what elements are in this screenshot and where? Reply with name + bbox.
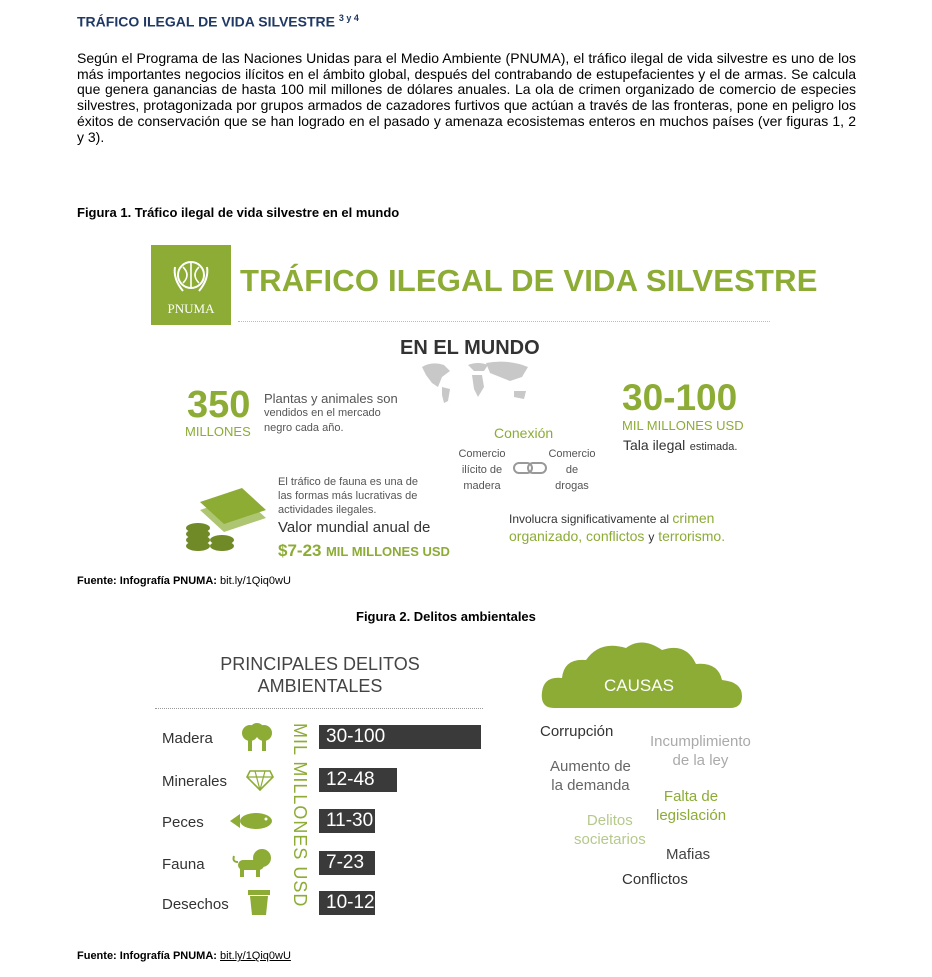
diamond-icon bbox=[246, 769, 274, 791]
infographic-subtitle: EN EL MUNDO bbox=[400, 337, 540, 359]
intro-paragraph: Según el Programa de las Naciones Unidas para el Medio Ambiente (PNUMA), el tráfico ilegal de vida silvestre es uno de los más importantes negocios ilícitos en el ámbito global, después del contrabando de estupefacientes y el de armas. Se calcula que genera ganancias de hasta 100 mil millones de dólares anuales. La ola de crimen organizado de comercio de especies silvestres, protagonizada por grupos armados de cazadores furtivos que actúan a través de las fronteras, pone en peligro los éxitos de conservación que se han logrado en el pasado y amenaza ecosistemas enteros en muchos países (ver figuras 1, 2 y 3). bbox=[77, 50, 856, 145]
stat-350-text1: Plantas y animales son bbox=[264, 391, 398, 406]
stat-tala-text: Tala ilegal estimada. bbox=[623, 437, 738, 453]
chart-divider bbox=[155, 708, 483, 709]
figure-1-caption: Figura 1. Tráfico ilegal de vida silvestre en el mundo bbox=[77, 205, 400, 220]
cloud-icon bbox=[540, 640, 744, 710]
fauna-valor-label: Valor mundial anual de bbox=[278, 519, 431, 536]
cause-mafias: Mafias bbox=[666, 846, 711, 863]
figure-2-source: Fuente: Infografía PNUMA: bit.ly/1Qiq0wU bbox=[77, 950, 291, 962]
figure-2-source-link[interactable]: bit.ly/1Qiq0wU bbox=[220, 950, 291, 962]
category-label: Minerales bbox=[162, 773, 228, 790]
tree-icon bbox=[240, 723, 274, 751]
stat-350-unit: MILLONES bbox=[185, 424, 251, 439]
category-label: Madera bbox=[162, 730, 213, 747]
cause-aumento-demanda: Aumento de la demanda bbox=[550, 758, 631, 794]
bar: 10-12 bbox=[319, 891, 375, 915]
fauna-value: $7-23 MIL MILLONES USD bbox=[278, 541, 450, 560]
bar: 12-48 bbox=[319, 768, 397, 792]
conexion-right: Comercio de drogas bbox=[548, 448, 596, 492]
infographic-title: TRÁFICO ILEGAL DE VIDA SILVESTRE bbox=[240, 263, 818, 298]
world-map-icon bbox=[418, 357, 538, 405]
figure-1-source-link[interactable]: bit.ly/1Qiq0wU bbox=[220, 575, 291, 587]
section-title: TRÁFICO ILEGAL DE VIDA SILVESTRE $^{3 y 4}$ bbox=[77, 13, 359, 30]
cause-conflictos: Conflictos bbox=[622, 871, 688, 888]
fish-icon bbox=[228, 810, 274, 832]
conexion-left: Comercio ilícito de madera bbox=[458, 448, 506, 492]
cause-falta-legislacion: Falta de legislación bbox=[656, 788, 727, 824]
pnuma-label: PNUMA bbox=[167, 301, 215, 316]
figure-1-source: Fuente: Infografía PNUMA: bit.ly/1Qiq0wU bbox=[77, 575, 291, 587]
un-emblem-icon bbox=[169, 253, 213, 297]
trash-bin-icon bbox=[246, 888, 272, 916]
money-stack-icon bbox=[180, 480, 272, 554]
conexion-title: Conexión bbox=[494, 425, 554, 441]
crimen-text: Involucra significativamente al crimen bbox=[509, 510, 715, 526]
cause-corrupcion: Corrupción bbox=[540, 723, 614, 740]
stat-350-text3: negro cada año. bbox=[264, 422, 344, 434]
chart-title: PRINCIPALES DELITOS AMBIENTALES bbox=[220, 654, 420, 696]
bar: 11-30 bbox=[319, 809, 375, 833]
stat-350-text2: vendidos en el mercado bbox=[264, 407, 381, 419]
category-label: Fauna bbox=[162, 856, 205, 873]
pnuma-logo bbox=[151, 245, 231, 325]
stat-350-number: 350 bbox=[187, 384, 251, 426]
axis-label: MIL MILLONES USD bbox=[290, 723, 310, 908]
figure-2-caption: Figura 2. Delitos ambientales bbox=[356, 609, 536, 624]
lion-icon bbox=[232, 848, 274, 878]
bar: 30-100 bbox=[319, 725, 481, 749]
bar: 7-23 bbox=[319, 851, 375, 875]
fauna-text: El tráfico de fauna es una de las formas más lucrativas de actividades ilegales. bbox=[278, 476, 419, 516]
stat-tala-unit: MIL MILLONES USD bbox=[622, 418, 744, 433]
stat-tala-number: 30-100 bbox=[622, 377, 738, 418]
causes-title: CAUSAS bbox=[604, 676, 674, 695]
category-label: Desechos bbox=[162, 896, 229, 913]
title-divider bbox=[238, 321, 770, 322]
category-label: Peces bbox=[162, 814, 204, 831]
crimen-text2: organizado, conflictos y terrorismo. bbox=[509, 528, 726, 544]
cause-incumplimiento: Incumplimiento de la ley bbox=[650, 733, 751, 769]
cause-delitos-societarios: Delitos societarios bbox=[574, 812, 646, 848]
